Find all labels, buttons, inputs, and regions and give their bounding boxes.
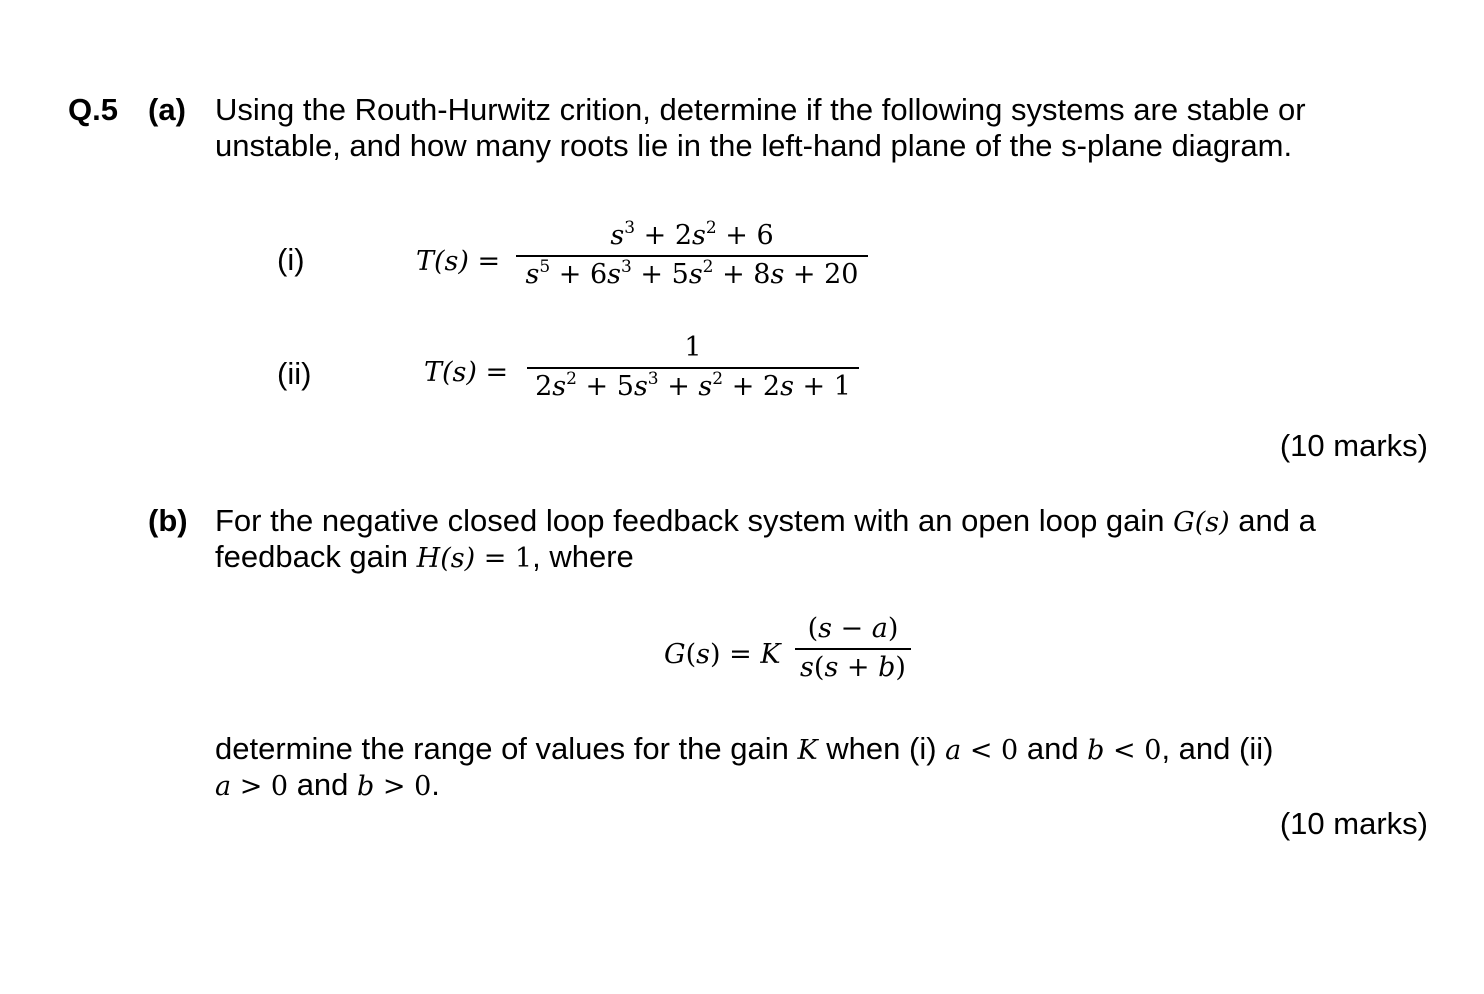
item-i-numerator: $s^3 + 2s^2 + 6$ <box>610 218 774 251</box>
g-numerator: (s − a) <box>807 613 899 644</box>
item-ii-label: (ii) <box>277 356 312 391</box>
part-b-marks: (10 marks) <box>1279 806 1428 841</box>
item-ii-lhs: T(s) = <box>424 357 509 388</box>
item-i-label: (i) <box>277 242 305 277</box>
part-a-label: (a) <box>148 92 186 127</box>
g-equation-lhs: G(s) = K <box>664 639 781 670</box>
part-b-text-line4: a > 0 and b > 0. <box>215 767 440 802</box>
part-a-text-line1: Using the Routh-Hurwitz crition, determine if the following systems are stable or <box>215 92 1306 127</box>
part-b-label: (b) <box>148 503 188 538</box>
question-number: Q.5 <box>68 92 118 127</box>
item-ii-fraction <box>527 332 859 402</box>
part-a-marks: (10 marks) <box>1279 428 1428 463</box>
part-a-text-line2: unstable, and how many roots lie in the left-hand plane of the s-plane diagram. <box>215 128 1293 163</box>
item-i-lhs: T(s) = <box>416 246 501 277</box>
g-denominator: s(s + b) <box>800 652 906 683</box>
part-b-text-line1: For the negative closed loop feedback system with an open loop gain G(s) and a <box>215 503 1316 538</box>
item-ii-numerator: 1 <box>684 332 702 363</box>
part-b-text-line2: feedback gain H(s) = 1, where <box>215 539 634 574</box>
item-ii-denominator: $2s^2 + 5s^3 + s^2 + 2s + 1$ <box>535 369 851 402</box>
part-b-text-line3: determine the range of values for the gain K when (i) a < 0 and b < 0, and (ii) <box>215 731 1274 766</box>
item-i-fraction <box>516 220 868 290</box>
g-fraction <box>795 613 911 683</box>
item-i-denominator: $s^5 + 6s^3 + 5s^2 + 8s + 20$ <box>525 257 859 290</box>
